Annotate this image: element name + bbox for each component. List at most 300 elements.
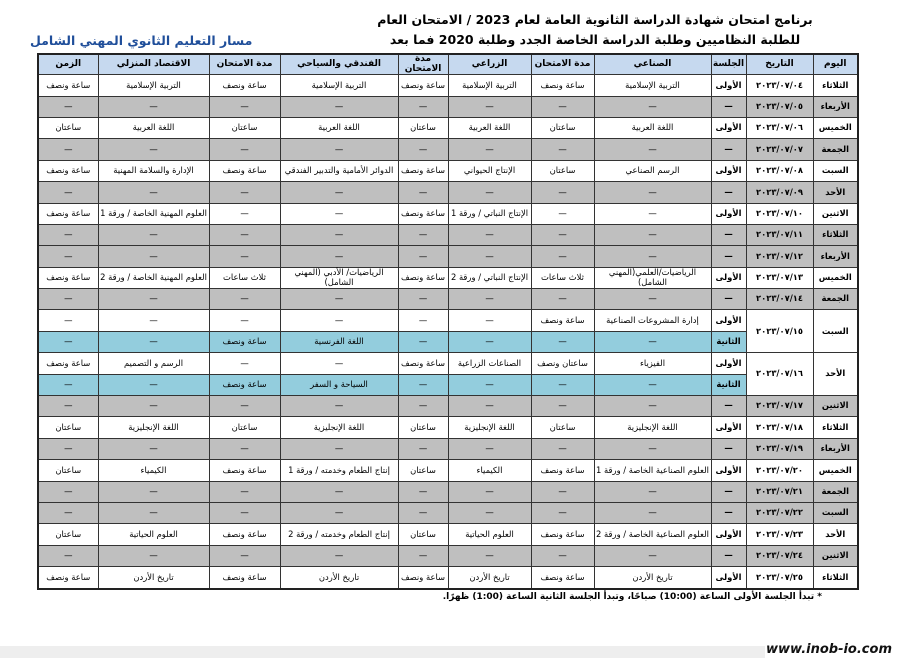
schedule-subtitle: للطلبة النظاميين وطلبة الدراسة الخاصة الجدد وطلبة 2020 فما بعد: [389, 32, 801, 47]
hospitality-cell: الرياضيات/ الأدبي (المهني الشامل): [280, 267, 398, 288]
agricultural-duration-cell: —: [398, 503, 448, 524]
home-economics-cell: —: [98, 224, 209, 245]
column-header-day: اليوم: [813, 54, 858, 75]
industrial-cell: —: [594, 545, 711, 566]
table-row: [38, 331, 858, 352]
industrial-cell: الفيزياء: [594, 353, 711, 374]
hospitality-cell: —: [280, 396, 398, 417]
table-row: [38, 75, 858, 96]
agricultural-duration-cell: —: [398, 96, 448, 117]
home-economics-duration-cell: ساعة ونصف: [38, 160, 98, 181]
hospitality-duration-cell: —: [209, 289, 280, 310]
table-row: [38, 117, 858, 138]
hospitality-duration-cell: ثلاث ساعات: [209, 267, 280, 288]
hospitality-duration-cell: —: [209, 310, 280, 331]
date-cell: ٢٠٢٣/٠٧/١١: [746, 224, 813, 245]
session-cell: الأولى: [711, 75, 746, 96]
agricultural-cell: الإنتاج الحيواني: [448, 160, 531, 181]
table-row: [38, 310, 858, 331]
column-header-home-economics: الاقتصاد المنزلي: [98, 54, 209, 75]
hospitality-cell: السياحة و السفر: [280, 374, 398, 395]
agricultural-cell: —: [448, 481, 531, 502]
day-cell: الأربعاء: [813, 246, 858, 267]
agricultural-cell: العلوم الحياتية: [448, 524, 531, 545]
hospitality-duration-cell: —: [209, 438, 280, 459]
home-economics-duration-cell: —: [38, 503, 98, 524]
home-economics-duration-cell: —: [38, 96, 98, 117]
hospitality-duration-cell: —: [209, 481, 280, 502]
home-economics-duration-cell: —: [38, 331, 98, 352]
schedule-title: برنامج امتحان شهادة الدراسة الثانوية العامة لعام 2023 / الامتحان العام: [377, 12, 813, 27]
session-cell: —: [711, 139, 746, 160]
agricultural-duration-cell: ساعة ونصف: [398, 160, 448, 181]
date-cell: ٢٠٢٣/٠٧/٠٦: [746, 117, 813, 138]
column-header-agricultural: الزراعي: [448, 54, 531, 75]
home-economics-duration-cell: ساعة ونصف: [38, 267, 98, 288]
agricultural-cell: —: [448, 246, 531, 267]
industrial-cell: الرسم الصناعي: [594, 160, 711, 181]
table-row: [38, 224, 858, 245]
hospitality-duration-cell: —: [209, 545, 280, 566]
home-economics-duration-cell: —: [38, 139, 98, 160]
hospitality-duration-cell: ساعة ونصف: [209, 160, 280, 181]
home-economics-cell: التربية الإسلامية: [98, 75, 209, 96]
date-cell: ٢٠٢٣/٠٧/٢١: [746, 481, 813, 502]
home-economics-duration-cell: ساعة ونصف: [38, 353, 98, 374]
home-economics-cell: —: [98, 503, 209, 524]
session-cell: —: [711, 396, 746, 417]
hospitality-duration-cell: —: [209, 503, 280, 524]
table-row: [38, 203, 858, 224]
agricultural-cell: —: [448, 96, 531, 117]
agricultural-cell: —: [448, 374, 531, 395]
agricultural-cell: —: [448, 438, 531, 459]
day-cell: الجمعة: [813, 289, 858, 310]
session-cell: الثانية: [711, 331, 746, 352]
home-economics-duration-cell: —: [38, 438, 98, 459]
home-economics-cell: —: [98, 396, 209, 417]
hospitality-duration-cell: —: [209, 396, 280, 417]
home-economics-duration-cell: ساعتان: [38, 524, 98, 545]
industrial-duration-cell: ساعتان ونصف: [531, 353, 594, 374]
session-cell: —: [711, 438, 746, 459]
industrial-cell: —: [594, 331, 711, 352]
agricultural-cell: —: [448, 182, 531, 203]
agricultural-duration-cell: ساعة ونصف: [398, 75, 448, 96]
table-row: [38, 353, 858, 374]
agricultural-cell: —: [448, 289, 531, 310]
column-header-industrial: الصناعي: [594, 54, 711, 75]
industrial-cell: تاريخ الأردن: [594, 567, 711, 589]
agricultural-duration-cell: ساعتان: [398, 460, 448, 481]
table-row: [38, 246, 858, 267]
hospitality-cell: —: [280, 353, 398, 374]
table-row: [38, 460, 858, 481]
industrial-duration-cell: —: [531, 331, 594, 352]
hospitality-duration-cell: —: [209, 353, 280, 374]
agricultural-duration-cell: ساعة ونصف: [398, 267, 448, 288]
industrial-duration-cell: ساعة ونصف: [531, 567, 594, 589]
industrial-duration-cell: ساعة ونصف: [531, 75, 594, 96]
column-header-industrial-duration: مدة الامتحان: [531, 54, 594, 75]
agricultural-duration-cell: —: [398, 331, 448, 352]
table-row: [38, 524, 858, 545]
day-cell: الاثنين: [813, 203, 858, 224]
date-cell: ٢٠٢٣/٠٧/٠٥: [746, 96, 813, 117]
home-economics-cell: اللغة العربية: [98, 117, 209, 138]
day-cell: الخميس: [813, 267, 858, 288]
home-economics-duration-cell: ساعتان: [38, 417, 98, 438]
date-cell: ٢٠٢٣/٠٧/٠٧: [746, 139, 813, 160]
table-row: [38, 289, 858, 310]
home-economics-cell: الإدارة والسلامة المهنية: [98, 160, 209, 181]
agricultural-duration-cell: —: [398, 310, 448, 331]
home-economics-cell: اللغة الإنجليزية: [98, 417, 209, 438]
agricultural-duration-cell: —: [398, 396, 448, 417]
day-cell: الثلاثاء: [813, 567, 858, 589]
day-cell: الخميس: [813, 117, 858, 138]
home-economics-duration-cell: —: [38, 310, 98, 331]
industrial-duration-cell: —: [531, 182, 594, 203]
industrial-duration-cell: ساعة ونصف: [531, 310, 594, 331]
agricultural-duration-cell: —: [398, 545, 448, 566]
date-cell: ٢٠٢٣/٠٧/١٥: [746, 310, 813, 353]
hospitality-cell: —: [280, 545, 398, 566]
industrial-duration-cell: ساعتان: [531, 160, 594, 181]
day-cell: الأحد: [813, 353, 858, 396]
hospitality-cell: —: [280, 182, 398, 203]
agricultural-duration-cell: —: [398, 481, 448, 502]
hospitality-duration-cell: —: [209, 139, 280, 160]
industrial-cell: —: [594, 289, 711, 310]
hospitality-duration-cell: ساعة ونصف: [209, 460, 280, 481]
day-cell: الخميس: [813, 460, 858, 481]
table-body: [38, 75, 858, 589]
hospitality-cell: الدوائر الأمامية والتدبير الفندقي: [280, 160, 398, 181]
table-header-row: [38, 54, 858, 75]
table-row: [38, 503, 858, 524]
agricultural-cell: تاريخ الأردن: [448, 567, 531, 589]
industrial-cell: —: [594, 503, 711, 524]
industrial-cell: —: [594, 203, 711, 224]
hospitality-duration-cell: —: [209, 96, 280, 117]
hospitality-cell: —: [280, 503, 398, 524]
column-header-hospitality: الفندقي والسياحي: [280, 54, 398, 75]
industrial-duration-cell: —: [531, 503, 594, 524]
column-header-session: الجلسة: [711, 54, 746, 75]
hospitality-cell: —: [280, 139, 398, 160]
agricultural-cell: —: [448, 503, 531, 524]
day-cell: السبت: [813, 160, 858, 181]
industrial-cell: اللغة الإنجليزية: [594, 417, 711, 438]
hospitality-cell: اللغة العربية: [280, 117, 398, 138]
date-cell: ٢٠٢٣/٠٧/٠٩: [746, 182, 813, 203]
agricultural-cell: —: [448, 310, 531, 331]
hospitality-cell: التربية الإسلامية: [280, 75, 398, 96]
hospitality-cell: إنتاج الطعام وخدمته / ورقة 1: [280, 460, 398, 481]
date-cell: ٢٠٢٣/٠٧/٢٠: [746, 460, 813, 481]
hospitality-cell: —: [280, 246, 398, 267]
home-economics-duration-cell: ساعتان: [38, 460, 98, 481]
industrial-duration-cell: —: [531, 139, 594, 160]
date-cell: ٢٠٢٣/٠٧/١٨: [746, 417, 813, 438]
industrial-duration-cell: ساعتان: [531, 117, 594, 138]
industrial-duration-cell: —: [531, 545, 594, 566]
agricultural-cell: التربية الإسلامية: [448, 75, 531, 96]
agricultural-duration-cell: ساعتان: [398, 417, 448, 438]
day-cell: الثلاثاء: [813, 224, 858, 245]
home-economics-cell: العلوم المهنية الخاصة / ورقة 1: [98, 203, 209, 224]
session-cell: الأولى: [711, 267, 746, 288]
industrial-duration-cell: —: [531, 203, 594, 224]
hospitality-duration-cell: ساعة ونصف: [209, 331, 280, 352]
industrial-cell: —: [594, 182, 711, 203]
home-economics-cell: العلوم المهنية الخاصة / ورقة 2: [98, 267, 209, 288]
home-economics-cell: —: [98, 96, 209, 117]
date-cell: ٢٠٢٣/٠٧/٢٤: [746, 545, 813, 566]
home-economics-cell: الرسم و التصميم: [98, 353, 209, 374]
hospitality-cell: —: [280, 96, 398, 117]
session-cell: —: [711, 182, 746, 203]
agricultural-cell: —: [448, 545, 531, 566]
industrial-cell: التربية الإسلامية: [594, 75, 711, 96]
hospitality-duration-cell: —: [209, 246, 280, 267]
agricultural-duration-cell: —: [398, 182, 448, 203]
home-economics-cell: —: [98, 374, 209, 395]
day-cell: الاثنين: [813, 545, 858, 566]
hospitality-duration-cell: ساعة ونصف: [209, 524, 280, 545]
table-row: [38, 417, 858, 438]
session-cell: —: [711, 224, 746, 245]
agricultural-cell: الكيمياء: [448, 460, 531, 481]
home-economics-duration-cell: —: [38, 481, 98, 502]
home-economics-cell: —: [98, 331, 209, 352]
table-row: [38, 481, 858, 502]
agricultural-duration-cell: —: [398, 246, 448, 267]
industrial-cell: إدارة المشروعات الصناعية: [594, 310, 711, 331]
industrial-duration-cell: —: [531, 481, 594, 502]
session-cell: الأولى: [711, 567, 746, 589]
home-economics-duration-cell: —: [38, 374, 98, 395]
hospitality-duration-cell: ساعة ونصف: [209, 374, 280, 395]
home-economics-duration-cell: —: [38, 224, 98, 245]
session-cell: الأولى: [711, 353, 746, 374]
day-cell: الأربعاء: [813, 438, 858, 459]
table-row: [38, 396, 858, 417]
session-cell: —: [711, 481, 746, 502]
date-cell: ٢٠٢٣/٠٧/٢٢: [746, 503, 813, 524]
home-economics-cell: —: [98, 182, 209, 203]
agricultural-duration-cell: —: [398, 438, 448, 459]
home-economics-cell: العلوم الحياتية: [98, 524, 209, 545]
industrial-duration-cell: —: [531, 396, 594, 417]
home-economics-cell: —: [98, 139, 209, 160]
agricultural-cell: —: [448, 331, 531, 352]
agricultural-cell: اللغة الإنجليزية: [448, 417, 531, 438]
session-cell: —: [711, 545, 746, 566]
agricultural-cell: —: [448, 139, 531, 160]
day-cell: الجمعة: [813, 139, 858, 160]
date-cell: ٢٠٢٣/٠٧/٠٤: [746, 75, 813, 96]
agricultural-cell: —: [448, 396, 531, 417]
session-time-note: * تبدأ الجلسة الأولى الساعة (10:00) صباحًا، وتبدأ الجلسة الثانية الساعة (1:00) ظهرًا.: [442, 592, 822, 602]
home-economics-cell: —: [98, 545, 209, 566]
agricultural-duration-cell: —: [398, 374, 448, 395]
industrial-cell: —: [594, 438, 711, 459]
home-economics-duration-cell: ساعة ونصف: [38, 567, 98, 589]
hospitality-cell: —: [280, 481, 398, 502]
home-economics-duration-cell: ساعة ونصف: [38, 75, 98, 96]
industrial-cell: —: [594, 139, 711, 160]
industrial-duration-cell: —: [531, 374, 594, 395]
industrial-cell: —: [594, 96, 711, 117]
home-economics-duration-cell: —: [38, 289, 98, 310]
session-cell: الأولى: [711, 117, 746, 138]
day-cell: الأحد: [813, 524, 858, 545]
column-header-agricultural-duration: مدة الامتحان: [398, 54, 448, 75]
home-economics-cell: —: [98, 246, 209, 267]
industrial-cell: —: [594, 396, 711, 417]
table-row: [38, 545, 858, 566]
hospitality-cell: —: [280, 310, 398, 331]
industrial-duration-cell: ساعة ونصف: [531, 460, 594, 481]
home-economics-cell: —: [98, 438, 209, 459]
column-header-hospitality-duration: مدة الامتحان: [209, 54, 280, 75]
day-cell: السبت: [813, 310, 858, 353]
hospitality-cell: تاريخ الأردن: [280, 567, 398, 589]
session-cell: —: [711, 246, 746, 267]
home-economics-cell: الكيمياء: [98, 460, 209, 481]
industrial-duration-cell: —: [531, 289, 594, 310]
industrial-cell: —: [594, 481, 711, 502]
session-cell: الأولى: [711, 160, 746, 181]
home-economics-duration-cell: —: [38, 246, 98, 267]
session-cell: الأولى: [711, 310, 746, 331]
industrial-duration-cell: ساعة ونصف: [531, 524, 594, 545]
agricultural-cell: اللغة العربية: [448, 117, 531, 138]
table-row: [38, 160, 858, 181]
session-cell: —: [711, 289, 746, 310]
home-economics-duration-cell: ساعة ونصف: [38, 203, 98, 224]
session-cell: —: [711, 503, 746, 524]
industrial-duration-cell: —: [531, 96, 594, 117]
agricultural-cell: الإنتاج النباتي / ورقة 1: [448, 203, 531, 224]
date-cell: ٢٠٢٣/٠٧/١٧: [746, 396, 813, 417]
date-cell: ٢٠٢٣/٠٧/٠٨: [746, 160, 813, 181]
home-economics-duration-cell: —: [38, 182, 98, 203]
date-cell: ٢٠٢٣/٠٧/١٤: [746, 289, 813, 310]
home-economics-cell: —: [98, 289, 209, 310]
hospitality-duration-cell: ساعة ونصف: [209, 75, 280, 96]
table-row: [38, 374, 858, 395]
industrial-duration-cell: —: [531, 438, 594, 459]
hospitality-duration-cell: —: [209, 224, 280, 245]
day-cell: الأربعاء: [813, 96, 858, 117]
agricultural-duration-cell: —: [398, 139, 448, 160]
table-row: [38, 438, 858, 459]
hospitality-duration-cell: —: [209, 203, 280, 224]
column-header-home-economics-duration: الزمن: [38, 54, 98, 75]
day-cell: الثلاثاء: [813, 417, 858, 438]
date-cell: ٢٠٢٣/٠٧/١٣: [746, 267, 813, 288]
hospitality-cell: —: [280, 438, 398, 459]
footer-bar: [0, 646, 765, 658]
industrial-cell: العلوم الصناعية الخاصة / ورقة 2: [594, 524, 711, 545]
industrial-cell: اللغة العربية: [594, 117, 711, 138]
industrial-duration-cell: —: [531, 224, 594, 245]
exam-schedule-table: [37, 53, 859, 590]
session-cell: الأولى: [711, 203, 746, 224]
day-cell: السبت: [813, 503, 858, 524]
day-cell: الثلاثاء: [813, 75, 858, 96]
session-cell: الثانية: [711, 374, 746, 395]
table-row: [38, 139, 858, 160]
industrial-cell: —: [594, 374, 711, 395]
date-cell: ٢٠٢٣/٠٧/٢٣: [746, 524, 813, 545]
hospitality-cell: —: [280, 203, 398, 224]
industrial-duration-cell: —: [531, 246, 594, 267]
hospitality-cell: إنتاج الطعام وخدمته / ورقة 2: [280, 524, 398, 545]
column-header-date: التاريخ: [746, 54, 813, 75]
home-economics-cell: —: [98, 310, 209, 331]
table-row: [38, 96, 858, 117]
home-economics-duration-cell: —: [38, 545, 98, 566]
hospitality-cell: —: [280, 289, 398, 310]
home-economics-duration-cell: —: [38, 396, 98, 417]
industrial-cell: —: [594, 224, 711, 245]
session-cell: الأولى: [711, 460, 746, 481]
agricultural-cell: —: [448, 224, 531, 245]
table-row: [38, 267, 858, 288]
hospitality-cell: —: [280, 224, 398, 245]
agricultural-duration-cell: —: [398, 224, 448, 245]
table-row: [38, 182, 858, 203]
industrial-cell: الرياضيات/العلمي(المهني الشامل): [594, 267, 711, 288]
agricultural-duration-cell: ساعة ونصف: [398, 203, 448, 224]
date-cell: ٢٠٢٣/٠٧/١٩: [746, 438, 813, 459]
day-cell: الجمعة: [813, 481, 858, 502]
industrial-cell: العلوم الصناعية الخاصة / ورقة 1: [594, 460, 711, 481]
home-economics-cell: —: [98, 481, 209, 502]
hospitality-duration-cell: ساعتان: [209, 417, 280, 438]
session-cell: الأولى: [711, 524, 746, 545]
agricultural-duration-cell: ساعتان: [398, 524, 448, 545]
agricultural-duration-cell: ساعة ونصف: [398, 353, 448, 374]
hospitality-duration-cell: ساعتان: [209, 117, 280, 138]
table-row: [38, 567, 858, 589]
industrial-duration-cell: ساعتان: [531, 417, 594, 438]
hospitality-duration-cell: ساعة ونصف: [209, 567, 280, 589]
agricultural-duration-cell: ساعتان: [398, 117, 448, 138]
session-cell: الأولى: [711, 417, 746, 438]
session-cell: —: [711, 96, 746, 117]
agricultural-duration-cell: ساعة ونصف: [398, 567, 448, 589]
industrial-duration-cell: ثلاث ساعات: [531, 267, 594, 288]
home-economics-duration-cell: ساعتان: [38, 117, 98, 138]
agricultural-cell: الصناعات الزراعية: [448, 353, 531, 374]
website-link[interactable]: www.inob-io.com: [766, 642, 892, 657]
date-cell: ٢٠٢٣/٠٧/١٦: [746, 353, 813, 396]
track-label: مسار التعليم الثانوي المهني الشامل: [30, 33, 253, 48]
hospitality-duration-cell: —: [209, 182, 280, 203]
agricultural-cell: الإنتاج النباتي / ورقة 2: [448, 267, 531, 288]
hospitality-cell: اللغة الفرنسية: [280, 331, 398, 352]
date-cell: ٢٠٢٣/٠٧/١٢: [746, 246, 813, 267]
industrial-cell: —: [594, 246, 711, 267]
day-cell: الاثنين: [813, 396, 858, 417]
hospitality-cell: اللغة الإنجليزية: [280, 417, 398, 438]
date-cell: ٢٠٢٣/٠٧/١٠: [746, 203, 813, 224]
